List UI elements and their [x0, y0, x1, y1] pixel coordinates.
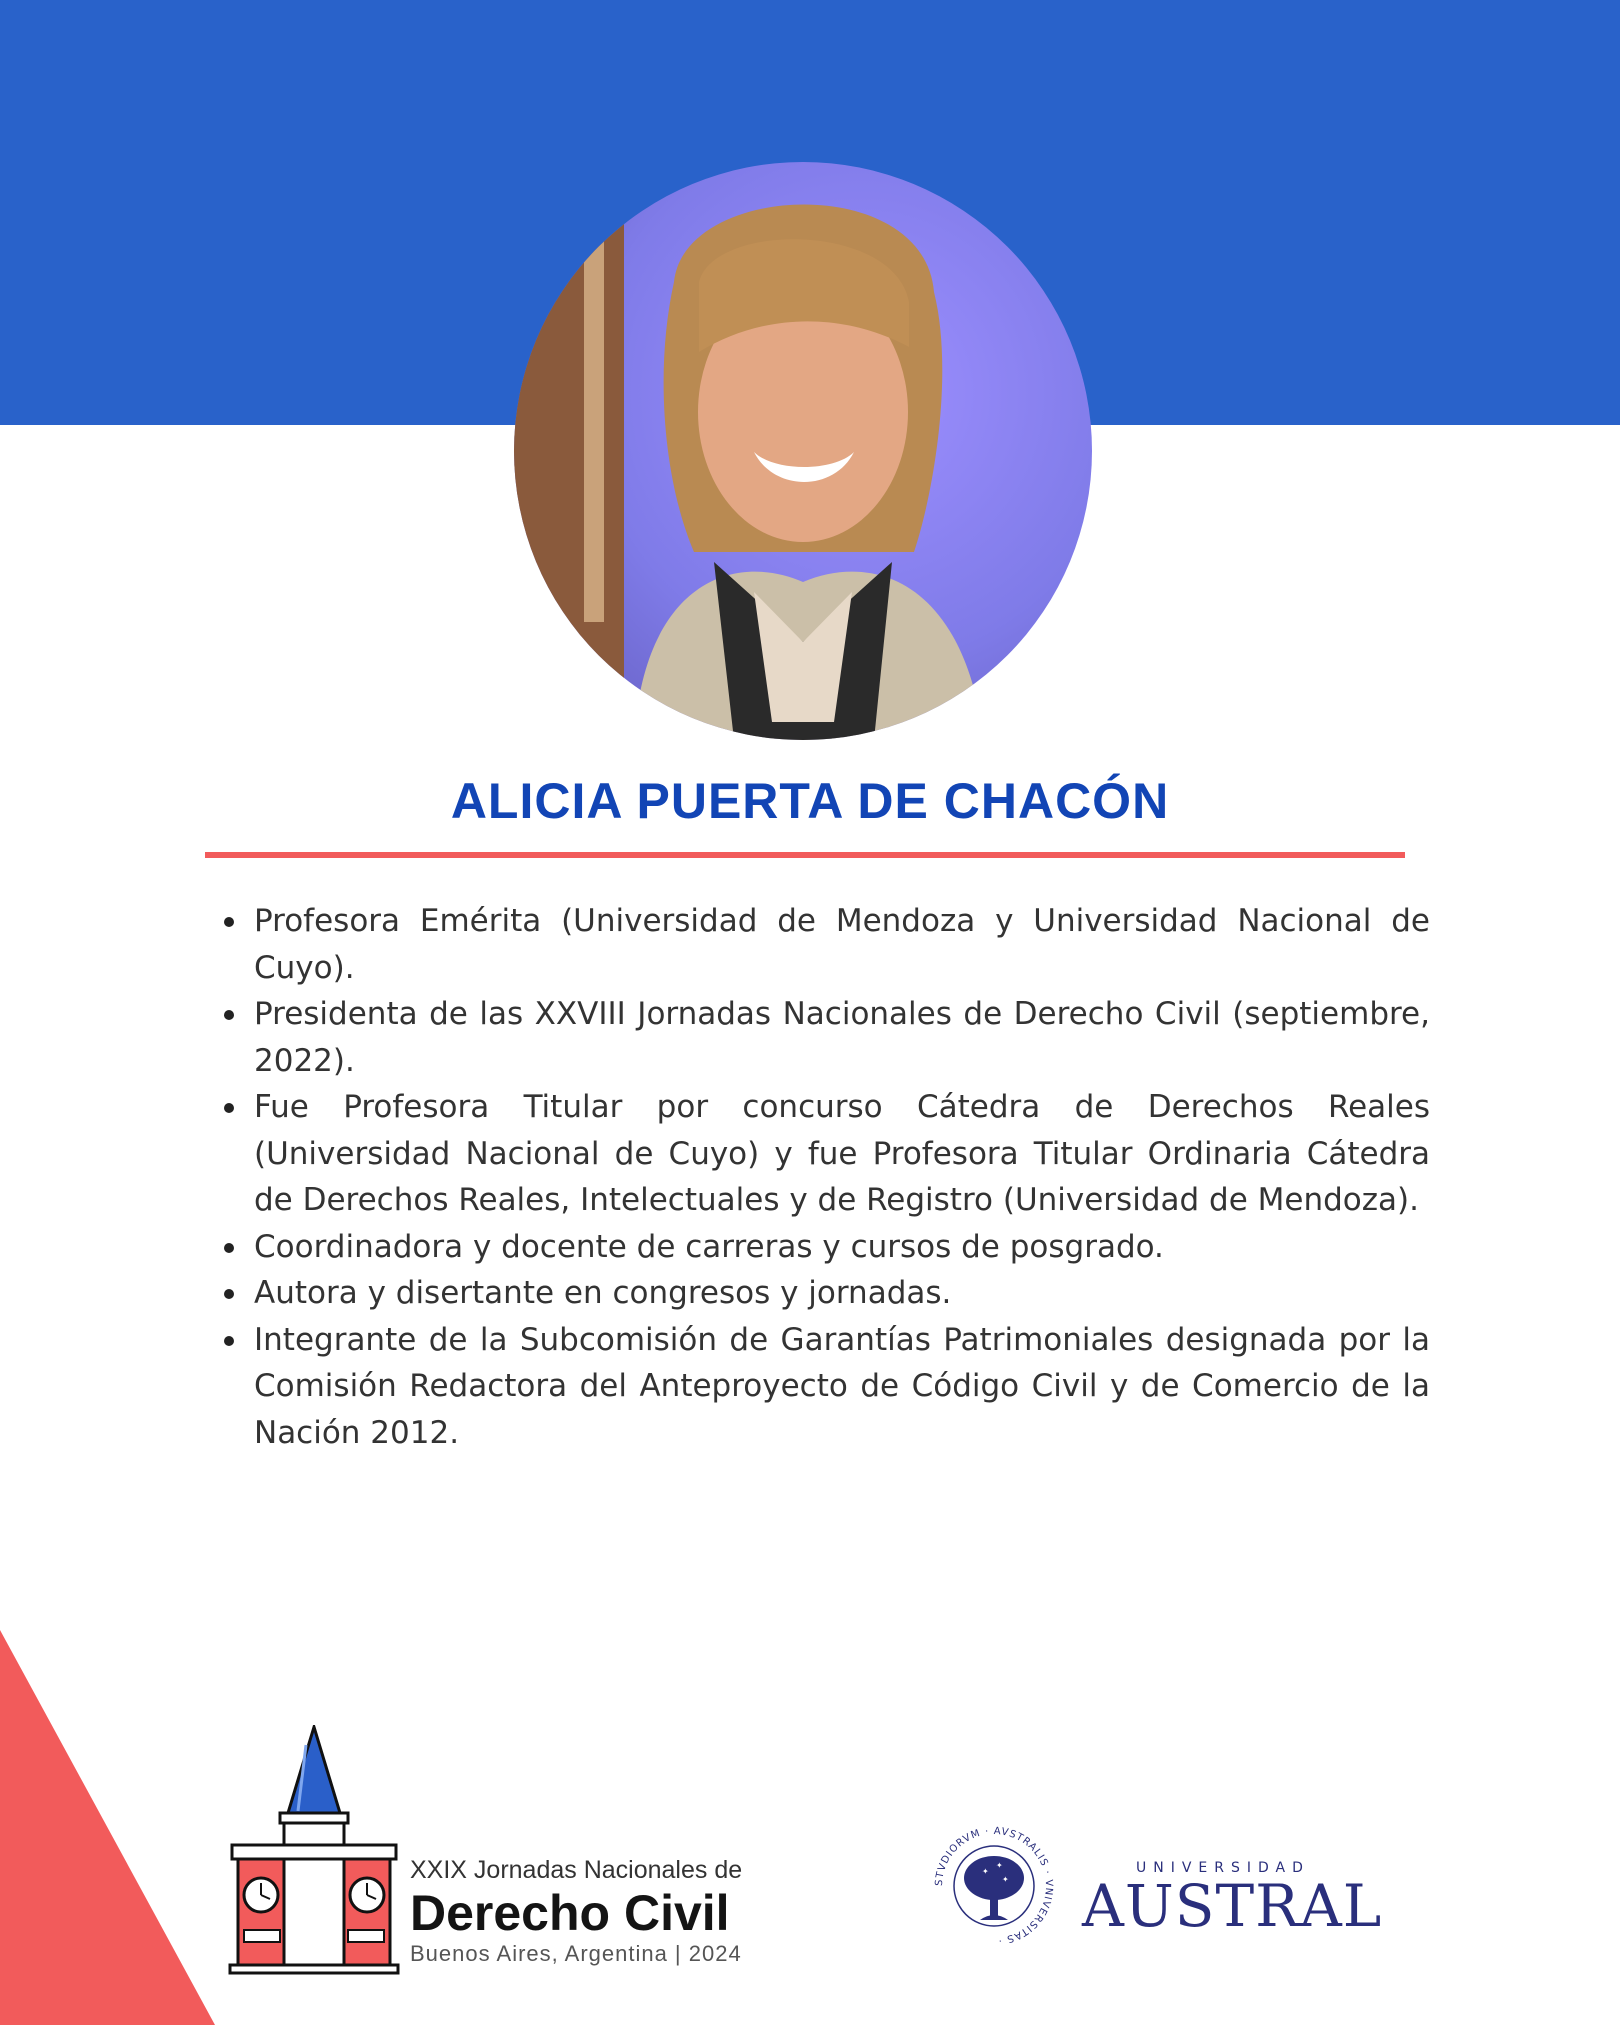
jornadas-line3: Buenos Aires, Argentina | 2024 — [410, 1941, 742, 1966]
tree-seal-icon — [930, 1822, 1058, 1950]
jornadas-line2: Derecho Civil — [410, 1885, 730, 1941]
austral-big-text: AUSTRAL — [1082, 1872, 1383, 1940]
speaker-name: ALICIA PUERTA DE CHACÓN — [450, 773, 1170, 829]
bio-list — [222, 898, 1430, 1456]
jornadas-wordmark — [410, 1856, 742, 1967]
svg-text:STVDIORVM · AVSTRALIS · VNIVER: STVDIORVM · AVSTRALIS · VNIVERSITAS · — [933, 1825, 1055, 1946]
bio-item: Integrante de la Subcomisión de Garantías Patrimoniales designada por la Comisión Redactora del Anteproyecto de Código Civil y de Comercio de la Nación 2012. — [254, 1317, 1430, 1457]
name-underline — [205, 852, 1405, 858]
svg-text:✦: ✦ — [982, 1867, 989, 1876]
austral-small-text: UNIVERSIDAD — [1136, 1860, 1310, 1876]
austral-wordmark — [1082, 1860, 1383, 1940]
bio-item: Profesora Emérita (Universidad de Mendoza y Universidad Nacional de Cuyo). — [254, 898, 1430, 991]
jornadas-line1: XXIX Jornadas Nacionales de — [410, 1856, 743, 1884]
bio-item: Coordinadora y docente de carreras y cursos de posgrado. — [254, 1224, 1430, 1271]
bio-item: Fue Profesora Titular por concurso Cátedra de Derechos Reales (Universidad Nacional de Cuyo) y fue Profesora Titular Ordinaria Cátedra de Derechos Reales, Intelectuales y de Registro (Universidad de Mendoza). — [254, 1084, 1430, 1224]
svg-text:✦: ✦ — [996, 1861, 1003, 1870]
corner-triangle — [0, 1630, 215, 2025]
portrait-photo — [514, 162, 1092, 740]
clock-tower-icon — [228, 1725, 400, 1975]
svg-text:✦: ✦ — [1002, 1875, 1009, 1884]
bio-item: Presidenta de las XXVIII Jornadas Nacionales de Derecho Civil (septiembre, 2022). — [254, 991, 1430, 1084]
bio-item: Autora y disertante en congresos y jornadas. — [254, 1270, 1430, 1317]
